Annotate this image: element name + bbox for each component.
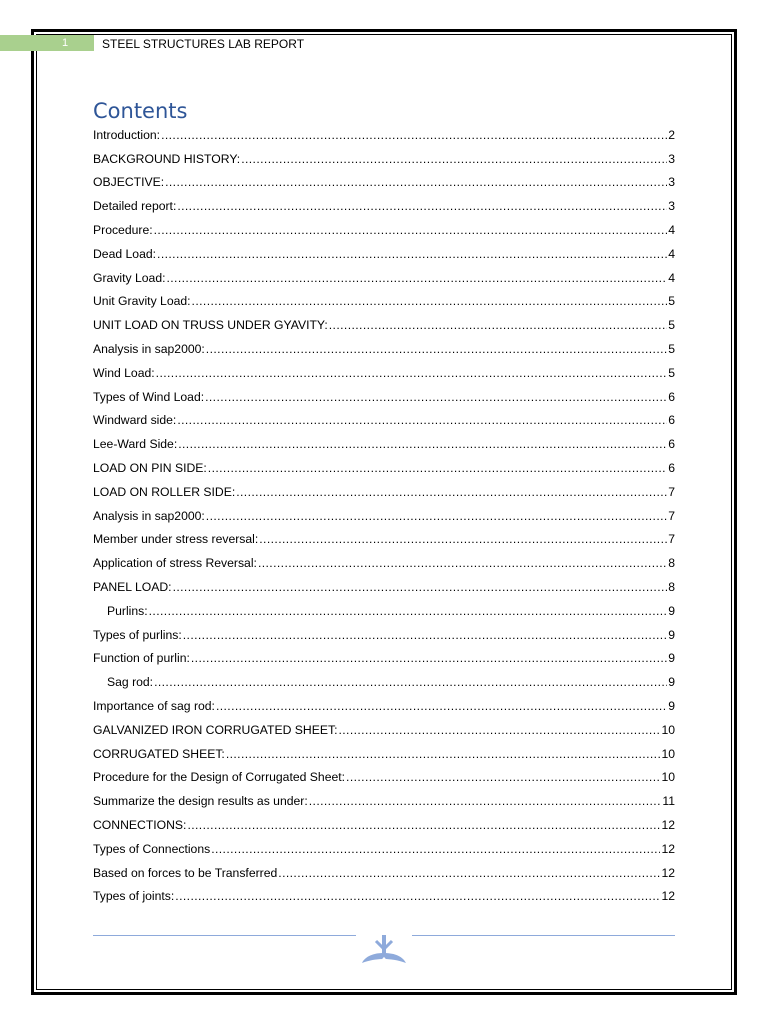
toc-dot-leader xyxy=(206,342,667,356)
toc-entry-page: 6 xyxy=(668,389,675,404)
toc-entry[interactable] xyxy=(93,623,675,647)
toc-entry-page: 6 xyxy=(668,437,675,452)
toc-entry[interactable] xyxy=(93,313,675,337)
toc-entry-page: 9 xyxy=(668,699,675,714)
toc-entry-title: CORRUGATED SHEET: xyxy=(93,746,225,761)
toc-dot-leader xyxy=(165,175,667,189)
toc-entry[interactable] xyxy=(93,885,675,909)
toc-entry-title: Gravity Load: xyxy=(93,270,166,285)
toc-entry-page: 7 xyxy=(668,484,675,499)
toc-dot-leader xyxy=(191,651,667,665)
toc-entry-page: 8 xyxy=(668,556,675,571)
toc-dot-leader xyxy=(183,628,667,642)
toc-entry-title: LOAD ON ROLLER SIDE: xyxy=(93,484,236,499)
toc-entry-title: Analysis in sap2000: xyxy=(93,508,205,523)
toc-dot-leader xyxy=(259,532,667,546)
toc-dot-leader xyxy=(338,723,660,737)
toc-entry-title: Introduction: xyxy=(93,127,161,142)
toc-dot-leader xyxy=(173,580,668,594)
toc-entry-title: Application of stress Reversal: xyxy=(93,556,257,571)
toc-dot-leader xyxy=(346,770,660,784)
toc-entry[interactable] xyxy=(93,742,675,766)
toc-entry-title: Detailed report: xyxy=(93,199,177,214)
toc-entry-title: PANEL LOAD: xyxy=(93,580,172,595)
toc-entry[interactable] xyxy=(93,504,675,528)
toc-entry-page: 9 xyxy=(668,675,675,690)
toc-entry-page: 12 xyxy=(661,865,675,880)
toc-entry-title: Procedure: xyxy=(93,223,153,238)
toc-entry-title: Windward side: xyxy=(93,413,177,428)
toc-entry[interactable] xyxy=(93,789,675,813)
toc-entry[interactable] xyxy=(93,266,675,290)
toc-entry[interactable] xyxy=(93,385,675,409)
contents-heading: Contents xyxy=(93,99,188,123)
toc-dot-leader xyxy=(156,366,668,380)
toc-entry[interactable] xyxy=(93,837,675,861)
toc-entry-title: Sag rod: xyxy=(107,675,154,690)
toc-entry-title: Types of purlins: xyxy=(93,627,182,642)
header-accent-tab xyxy=(0,35,36,51)
toc-entry[interactable] xyxy=(93,218,675,242)
table-of-contents xyxy=(93,123,675,908)
toc-entry-title: Wind Load: xyxy=(93,365,155,380)
toc-entry-title: Dead Load: xyxy=(93,246,157,261)
toc-entry[interactable] xyxy=(93,361,675,385)
toc-entry[interactable] xyxy=(93,337,675,361)
toc-dot-leader xyxy=(178,437,667,451)
toc-entry[interactable] xyxy=(93,290,675,314)
toc-dot-leader xyxy=(211,842,660,856)
toc-entry-title: BACKGROUND HISTORY: xyxy=(93,151,241,166)
toc-entry-page: 3 xyxy=(668,175,675,190)
toc-dot-leader xyxy=(192,294,668,308)
toc-entry-title: Unit Gravity Load: xyxy=(93,294,191,309)
toc-entry[interactable] xyxy=(93,694,675,718)
toc-entry-page: 9 xyxy=(668,651,675,666)
toc-entry[interactable] xyxy=(93,528,675,552)
toc-entry-title: Summarize the design results as under: xyxy=(93,794,308,809)
toc-entry-page: 7 xyxy=(668,508,675,523)
toc-entry[interactable] xyxy=(93,861,675,885)
toc-dot-leader xyxy=(205,390,667,404)
toc-entry-page: 9 xyxy=(668,603,675,618)
toc-entry-page: 5 xyxy=(668,342,675,357)
toc-dot-leader xyxy=(154,675,667,689)
toc-dot-leader xyxy=(187,818,660,832)
toc-entry-title: UNIT LOAD ON TRUSS UNDER GYAVITY: xyxy=(93,318,328,333)
toc-entry-page: 6 xyxy=(668,461,675,476)
toc-entry-page: 5 xyxy=(668,294,675,309)
toc-entry[interactable] xyxy=(93,718,675,742)
toc-entry-title: Types of Connections xyxy=(93,841,211,856)
toc-dot-leader xyxy=(309,794,662,808)
toc-dot-leader xyxy=(258,556,667,570)
toc-entry[interactable] xyxy=(93,194,675,218)
header-page-number: 1 xyxy=(36,35,94,51)
toc-entry-title: Function of purlin: xyxy=(93,651,190,666)
toc-dot-leader xyxy=(216,699,667,713)
toc-entry-page: 12 xyxy=(661,818,675,832)
toc-entry-title: Purlins: xyxy=(107,603,148,618)
toc-dot-leader xyxy=(208,461,667,475)
toc-entry-title: Importance of sag rod: xyxy=(93,699,215,714)
toc-entry-title: LOAD ON PIN SIDE: xyxy=(93,461,207,476)
toc-entry[interactable] xyxy=(93,647,675,671)
toc-entry-page: 5 xyxy=(668,365,675,380)
toc-dot-leader xyxy=(149,604,668,618)
toc-entry-page: 10 xyxy=(661,770,675,785)
toc-entry[interactable] xyxy=(93,813,675,837)
toc-entry[interactable] xyxy=(93,147,675,171)
toc-dot-leader xyxy=(236,485,667,499)
toc-dot-leader xyxy=(226,747,661,761)
toc-dot-leader xyxy=(241,152,667,166)
toc-entry-page: 8 xyxy=(668,580,675,595)
toc-dot-leader xyxy=(177,413,667,427)
toc-entry-title: Analysis in sap2000: xyxy=(93,342,205,357)
toc-entry-page: 9 xyxy=(668,627,675,642)
toc-entry-page: 5 xyxy=(668,318,675,333)
toc-entry[interactable] xyxy=(93,551,675,575)
toc-entry-title: Based on forces to be Transferred xyxy=(93,865,278,880)
toc-dot-leader xyxy=(177,199,667,213)
toc-dot-leader xyxy=(206,509,667,523)
toc-entry-page: 4 xyxy=(668,270,675,285)
toc-entry[interactable] xyxy=(93,670,675,694)
toc-entry[interactable] xyxy=(93,575,675,599)
toc-entry-page: 10 xyxy=(661,746,675,761)
toc-dot-leader xyxy=(154,223,668,237)
toc-dot-leader xyxy=(278,866,660,880)
toc-entry[interactable] xyxy=(93,599,675,623)
toc-entry-title: Procedure for the Design of Corrugated Sheet: xyxy=(93,770,346,785)
toc-entry-title: OBJECTIVE: xyxy=(93,175,165,190)
toc-entry-title: Types of Wind Load: xyxy=(93,389,205,404)
toc-entry-page: 3 xyxy=(668,199,675,214)
toc-entry[interactable] xyxy=(93,432,675,456)
toc-entry-title: CONNECTIONS: xyxy=(93,818,187,832)
toc-entry[interactable] xyxy=(93,409,675,433)
toc-entry-page: 2 xyxy=(668,127,675,142)
toc-entry[interactable] xyxy=(93,456,675,480)
toc-entry-page: 3 xyxy=(668,151,675,166)
toc-entry-title: Lee-Ward Side: xyxy=(93,437,178,452)
header-title: STEEL STRUCTURES LAB REPORT xyxy=(102,37,305,51)
toc-dot-leader xyxy=(166,271,667,285)
toc-entry[interactable] xyxy=(93,123,675,147)
toc-entry-page: 7 xyxy=(668,532,675,547)
toc-entry-title: GALVANIZED IRON CORRUGATED SHEET: xyxy=(93,722,338,737)
toc-entry[interactable] xyxy=(93,171,675,195)
toc-entry[interactable] xyxy=(93,480,675,504)
toc-entry-page: 12 xyxy=(661,841,675,856)
toc-entry[interactable] xyxy=(93,766,675,790)
toc-dot-leader xyxy=(329,318,667,332)
toc-entry[interactable] xyxy=(93,242,675,266)
toc-dot-leader xyxy=(161,128,667,142)
toc-entry-page: 4 xyxy=(668,223,675,238)
toc-entry-title: Member under stress reversal: xyxy=(93,532,259,547)
toc-entry-page: 4 xyxy=(668,246,675,261)
toc-entry-page: 11 xyxy=(662,794,675,809)
toc-dot-leader xyxy=(175,889,660,903)
toc-entry-page: 6 xyxy=(668,413,675,428)
toc-dot-leader xyxy=(157,247,667,261)
toc-entry-title: Types of joints: xyxy=(93,889,175,904)
fleur-ornament-icon xyxy=(356,933,412,967)
toc-entry-page: 10 xyxy=(661,722,675,737)
toc-entry-page: 12 xyxy=(661,889,675,904)
